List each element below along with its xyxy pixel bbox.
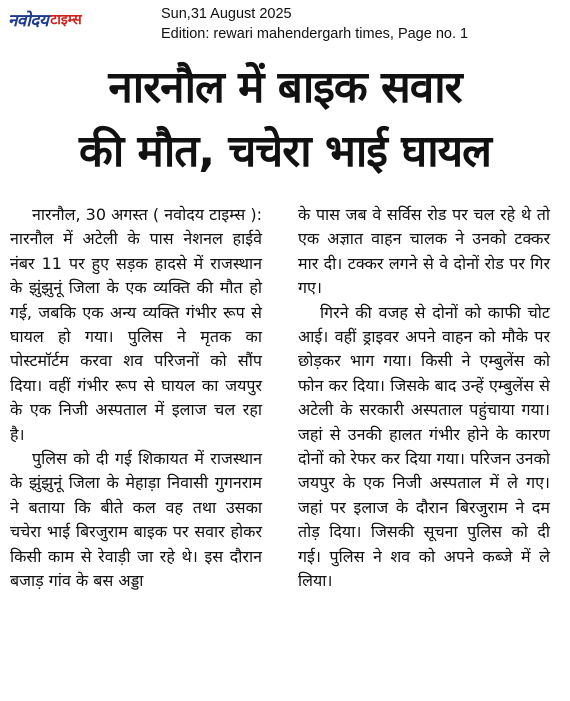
article-paragraph: के पास जब वे सर्विस रोड पर चल रहे थे तो एक अज्ञात वाहन चालक ने उनको टक्कर मार दी। टक्कर लगने से वे दोनों रोड पर गिर गए। [298,205,550,298]
article-paragraph: गिरने की वजह से दोनों को काफी चोट आई। वहीं ड्राइवर अपने वाहन को मौके पर छोड़कर भाग गया। किसी ने एम्बुलेंस को फोन कर दिया। जिसके बाद उन्हें एम्बुलेंस से अटेली के सरकारी अस्पताल पहुंचाया गया। जहां से उनकी हालत गंभीर होने के कारण दोनों को रेफर कर दिया गया। परिजन उनको जयपुर के एक निजी अस्पताल में ले गए। जहां पर इलाज के दौरान बिरजुराम ने दम तोड़ दिया। जिसकी सूचना पुलिस को दी गई। पुलिस ने शव को अपने कब्जे में ले लिया। [298,302,550,591]
logo-sub-text: टाइम्स [50,11,82,28]
article-column-left [10,203,262,594]
logo-main-text: नवोदय [8,10,49,31]
headline-line-2: की मौत, चचेरा भाई घायल [79,126,491,177]
edition-meta [161,4,468,44]
publication-date: Sun,31 August 2025 [161,6,292,22]
article-headline [0,56,570,184]
newspaper-logo [8,8,138,30]
article-paragraph: नारनौल, 30 अगस्त ( नवोदय टाइम्स ): नारनौल में अटेली के पास नेशनल हाईवे नंबर 11 पर हुए सड़क हादसे में राजस्थान के झुंझुनूं जिला के एक व्यक्ति की मौत हो गई, जबकि एक अन्य व्यक्ति गंभीर रूप से घायल हो गया। पुलिस ने मृतक का पोस्टमॉर्टम करवा शव परिजनों को सौंप दिया। वहीं गंभीर रूप से घायल का जयपुर के एक निजी अस्पताल में इलाज चल रहा है। [10,205,262,444]
page-header [0,0,570,46]
article-paragraph: पुलिस को दी गई शिकायत में राजस्थान के झुंझुनूं जिला के मेहाड़ा निवासी गुगनराम ने बताया कि बीते कल वह तथा उसका चचेरा भाई बिरजुराम बाइक पर सवार होकर किसी काम से रेवाड़ी जा रहे थे। इस दौरान बजाड़ गांव के बस अड्डा [10,449,262,591]
headline-line-1: नारनौल में बाइक सवार [108,62,462,113]
article-column-right [298,203,550,594]
edition-info: Edition: rewari mahendergarh times, Page no. 1 [161,26,469,42]
